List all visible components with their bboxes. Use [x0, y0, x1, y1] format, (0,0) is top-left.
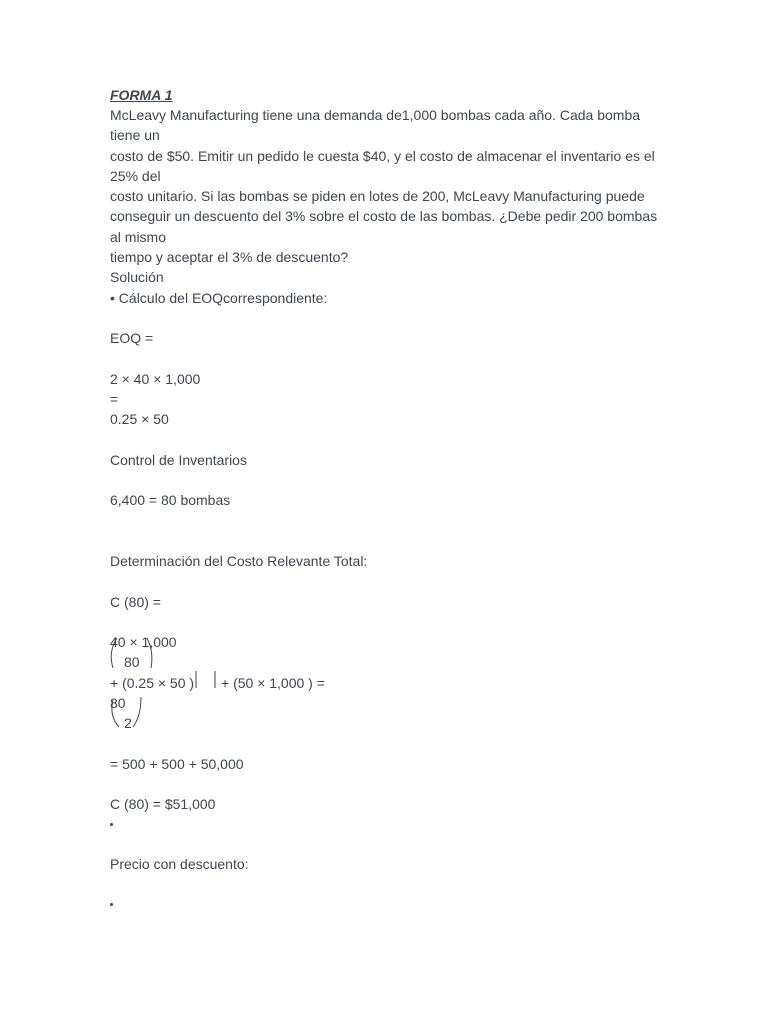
right-paren-top: [147, 638, 152, 668]
eoq-denominator: 0.25 × 50: [110, 411, 169, 427]
total-cost-heading: Determinación del Costo Relevante Total:: [110, 553, 368, 569]
eoq-numerator: 2 × 40 × 1,000: [110, 371, 201, 387]
holding-cost-expression: + (0.25 × 50 ): [110, 675, 195, 691]
eoq-equals: =: [110, 391, 119, 407]
problem-text-line: al mismo: [110, 229, 167, 245]
bullet-marker: [110, 903, 113, 906]
sum-line: = 500 + 500 + 50,000: [110, 756, 244, 772]
document-title: FORMA 1: [110, 87, 173, 103]
c80-label: C (80) =: [110, 594, 161, 610]
fraction1-denominator: 80: [124, 654, 140, 670]
problem-text-line: conseguir un descuento del 3% sobre el costo de las bombas. ¿Debe pedir 200 bombas: [110, 208, 658, 224]
left-paren-bottom: [112, 700, 119, 727]
problem-text-line: tiene un: [110, 127, 160, 143]
fraction1-numerator: 40 × 1,000: [110, 634, 177, 650]
purchase-cost-expression: + (50 × 1,000 ) =: [221, 675, 325, 691]
eoq-heading: • Cálculo del EOQcorrespondiente:: [110, 290, 328, 306]
control-heading: Control de Inventarios: [110, 452, 247, 468]
fraction2-denominator: 2: [124, 715, 132, 731]
discount-price-heading: Precio con descuento:: [110, 856, 249, 872]
solution-heading: Solución: [110, 269, 164, 285]
eoq-label: EOQ =: [110, 330, 154, 346]
fraction2-numerator: 80: [110, 695, 126, 711]
eoq-result: 6,400 = 80 bombas: [110, 492, 231, 508]
left-paren-top: [111, 638, 117, 668]
bullet-marker: [110, 823, 113, 826]
problem-text-line: costo unitario. Si las bombas se piden en lotes de 200, McLeavy Manufacturing puede: [110, 188, 645, 204]
problem-text-line: tiempo y aceptar el 3% de descuento?: [110, 249, 349, 265]
problem-text-line: costo de $50. Emitir un pedido le cuesta $40, y el costo de almacenar el inventario es el: [110, 148, 655, 164]
c80-result: C (80) = $51,000: [110, 796, 216, 812]
problem-text-line: 25% del: [110, 168, 161, 184]
right-paren-bottom: [133, 697, 141, 727]
problem-text-line: McLeavy Manufacturing tiene una demanda de1,000 bombas cada año. Cada bomba: [110, 107, 641, 123]
